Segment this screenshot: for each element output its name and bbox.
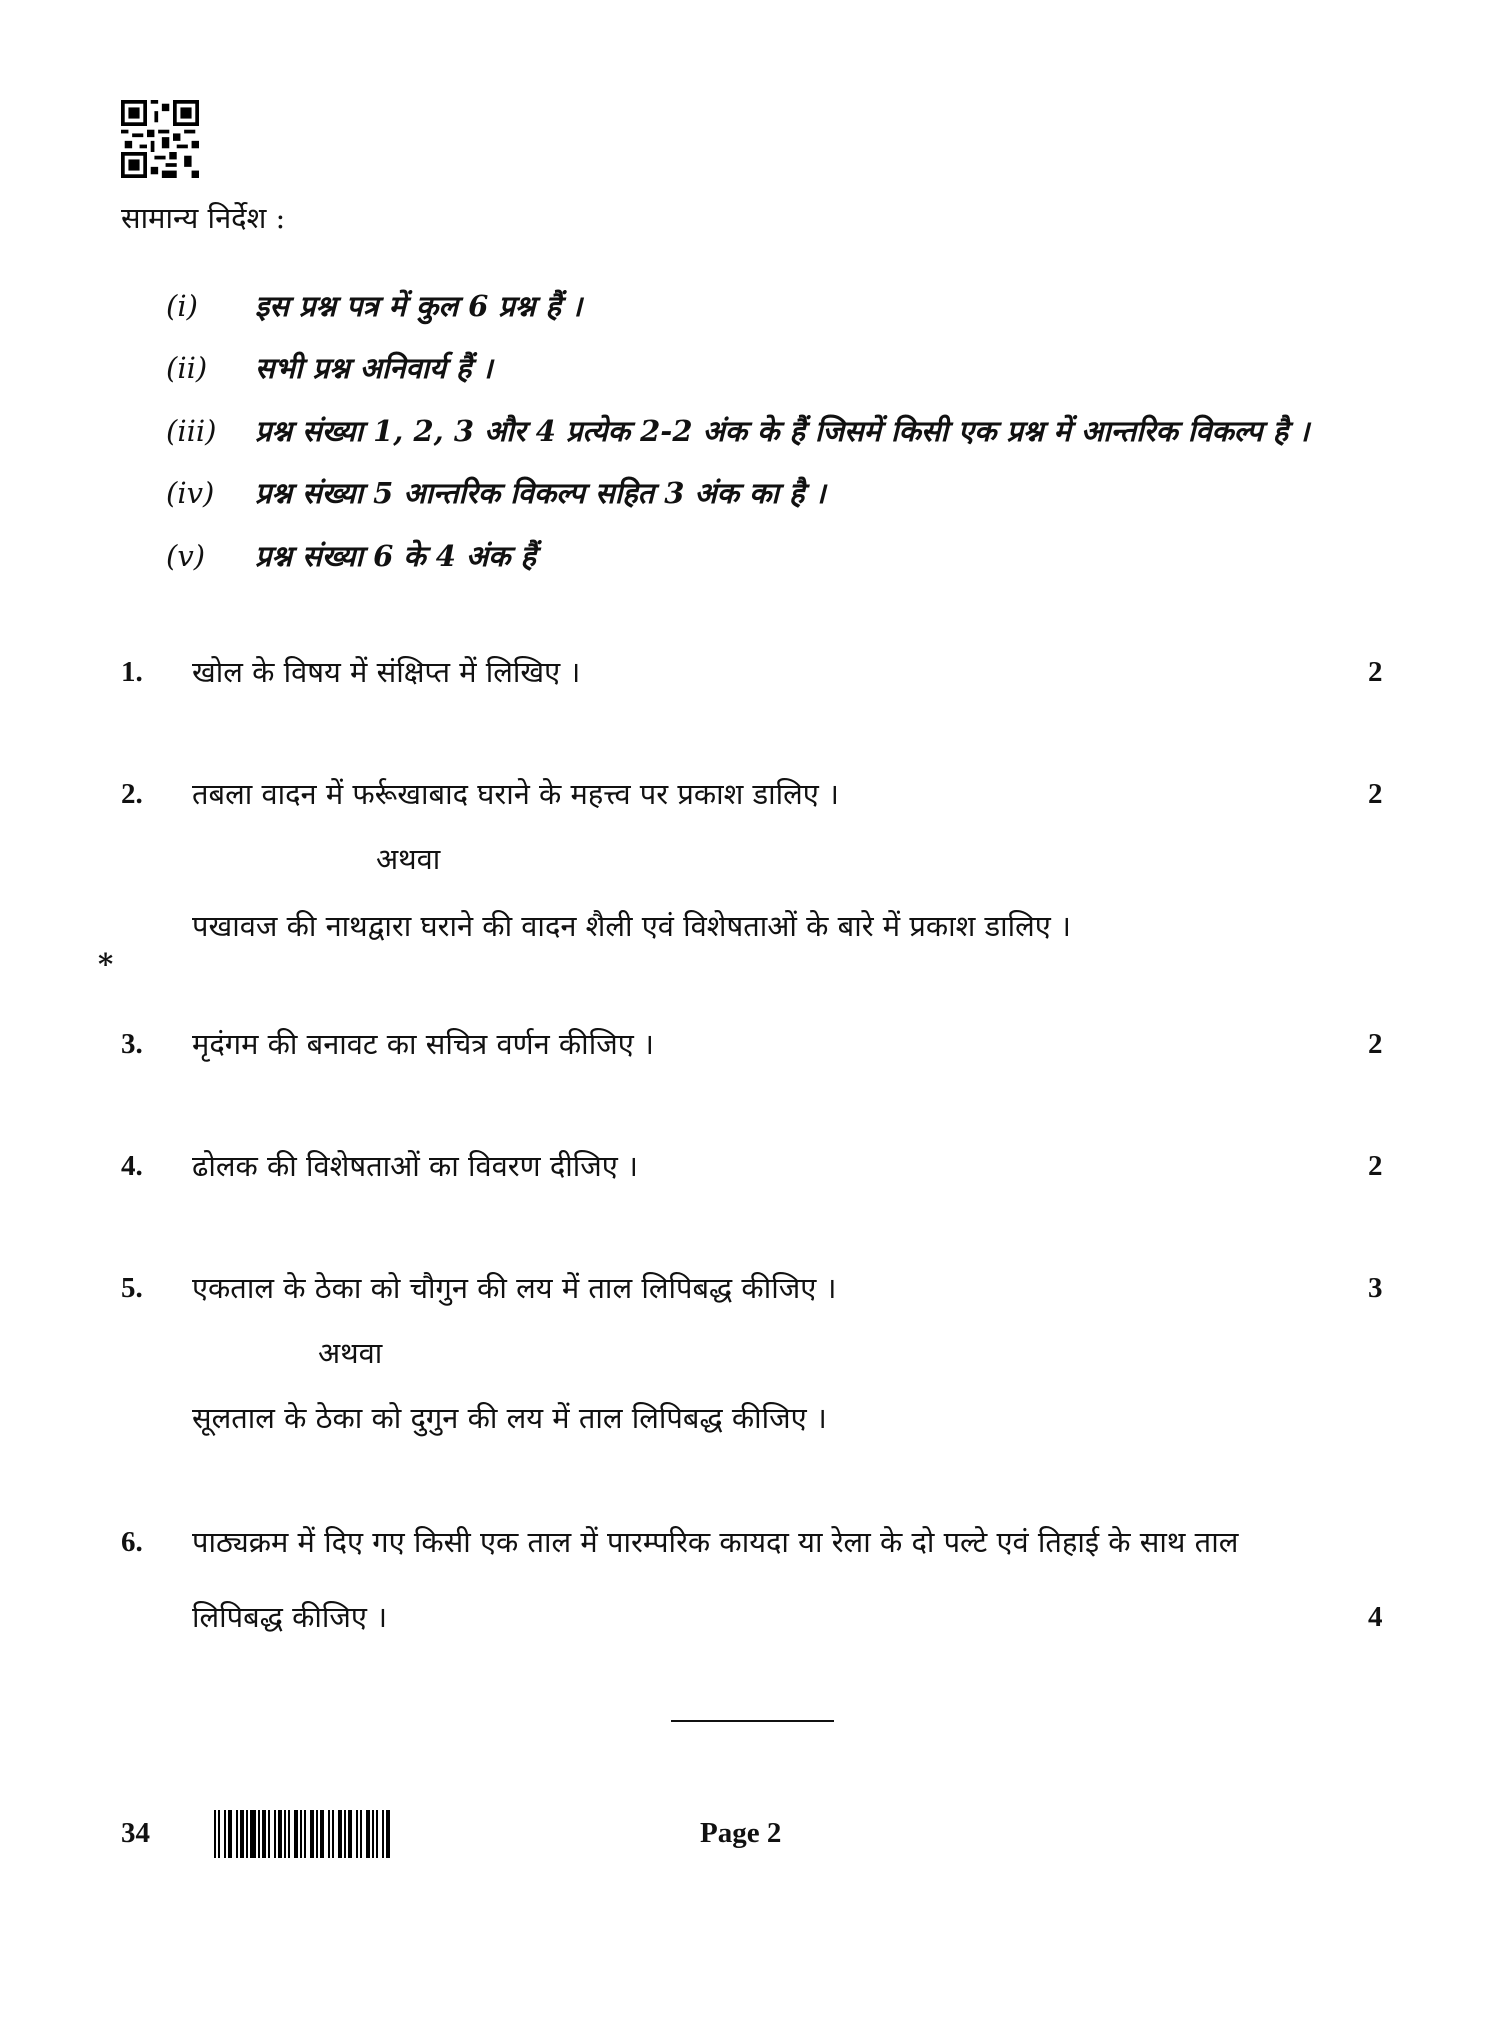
question-text: एकताल के ठेका को चौगुन की लय में ताल लिपिबद्ध कीजिए । [192,1271,837,1305]
question-text: ढोलक की विशेषताओं का विवरण दीजिए । [192,1149,638,1183]
question-marks: 3 [1368,1272,1383,1304]
question-marks: 2 [1368,656,1383,688]
instruction-text: सभी प्रश्न अनिवार्य हैं । [255,351,493,385]
instruction-text: प्रश्न संख्या 5 आन्तरिक विकल्प सहित 3 अंक का है । [255,476,826,510]
question-text: खोल के विषय में संक्षिप्त में लिखिए । [192,655,581,689]
question-number: 4. [121,1150,143,1182]
question-alternative-text: पखावज की नाथद्वारा घराने की वादन शैली एवं विशेषताओं के बारे में प्रकाश डालिए । [192,909,1072,943]
barcode-icon [214,1810,390,1858]
instruction-label: (v) [166,539,206,573]
question-marks: 2 [1368,1028,1383,1060]
question-marks: 4 [1368,1601,1383,1633]
page-number: Page 2 [700,1817,782,1849]
or-label: अथवा [376,842,441,876]
question-number: 1. [121,656,143,688]
question-text: मृदंगम की बनावट का सचित्र वर्णन कीजिए । [192,1027,654,1061]
question-number: 5. [121,1272,143,1304]
question-marks: 2 [1368,778,1383,810]
or-label: अथवा [318,1336,383,1370]
question-number: 3. [121,1028,143,1060]
star-mark: * [98,947,114,981]
footer-code: 34 [121,1817,150,1849]
question-text: पाठ्यक्रम में दिए गए किसी एक ताल में पारम्परिक कायदा या रेला के दो पल्टे एवं तिहाई के साथ ताल [192,1525,1239,1559]
question-alternative-text: सूलताल के ठेका को दुगुन की लय में ताल लिपिबद्ध कीजिए । [192,1401,827,1435]
question-number: 2. [121,778,143,810]
instruction-text: इस प्रश्न पत्र में कुल 6 प्रश्न हैं । [255,289,582,323]
instruction-label: (ii) [166,351,208,385]
question-text-continued: लिपिबद्ध कीजिए । [192,1600,388,1634]
instruction-text: प्रश्न संख्या 1, 2, 3 और 4 प्रत्येक 2-2 अंक के हैं जिसमें किसी एक प्रश्न में आन्तरिक विकल्प है । [255,414,1310,448]
question-number: 6. [121,1526,143,1558]
instruction-label: (iii) [166,414,217,448]
end-divider [671,1720,834,1722]
instruction-text: प्रश्न संख्या 6 के 4 अंक हैं [255,539,536,573]
general-instructions-heading: सामान्य निर्देश : [121,201,286,235]
question-marks: 2 [1368,1150,1383,1182]
question-text: तबला वादन में फर्रूखाबाद घराने के महत्त्व पर प्रकाश डालिए । [192,777,840,811]
instruction-label: (i) [166,289,198,323]
instruction-label: (iv) [166,476,215,510]
qr-code-icon [121,100,199,178]
